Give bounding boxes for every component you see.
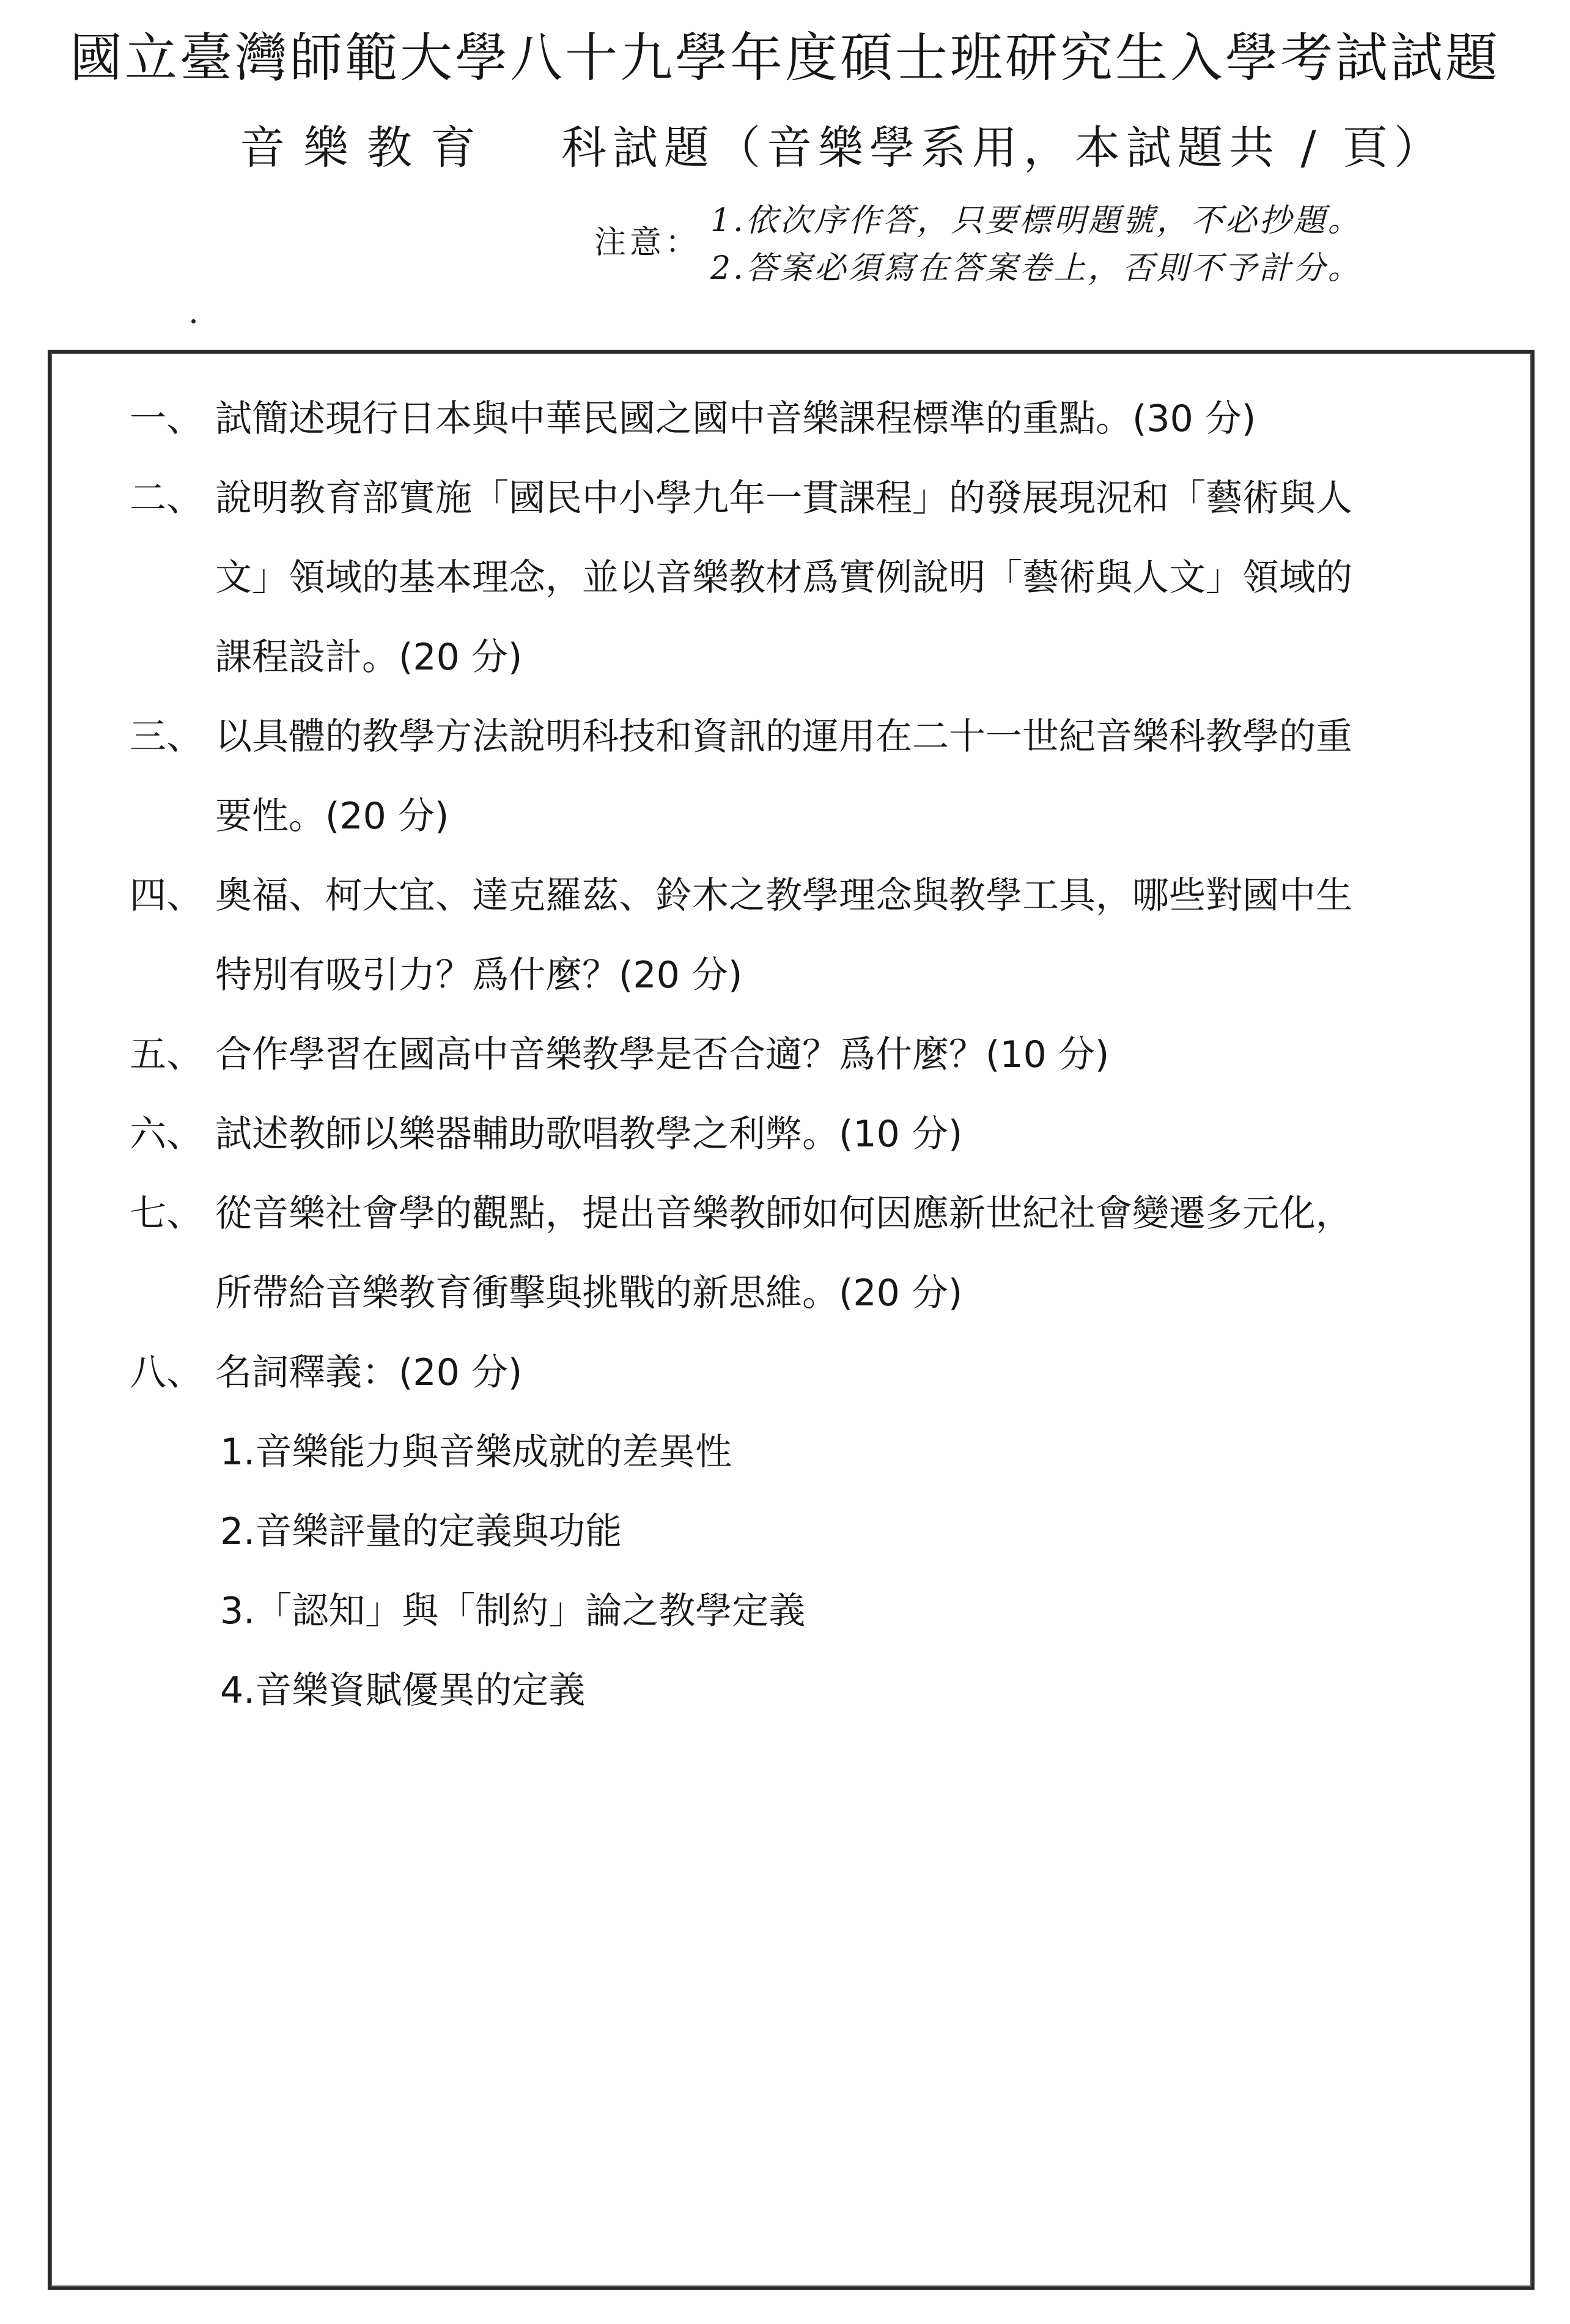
question-line: 從音樂社會學的觀點，提出音樂教師如何因應新世紀社會變遷多元化， (215, 1192, 1352, 1235)
question-number: 二、 (130, 477, 203, 520)
question-6 (130, 1094, 1505, 1174)
question-number: 三、 (130, 715, 203, 758)
term-item: 3.「認知」與「制約」論之教學定義 (220, 1590, 806, 1632)
term-item: 4.音樂資賦優異的定義 (220, 1669, 586, 1712)
question-4 (130, 856, 1505, 1015)
question-number: 一、 (130, 397, 203, 440)
question-text (215, 1333, 1505, 1412)
question-line: 文」領域的基本理念，並以音樂教材爲實例說明「藝術與人文」領域的 (215, 556, 1352, 599)
term-list (220, 1412, 1505, 1730)
exam-subtitle (240, 117, 1445, 179)
question-text (215, 459, 1505, 697)
question-7 (130, 1174, 1505, 1333)
question-line: 試簡述現行日本與中華民國之國中音樂課程標準的重點。(30 分) (215, 397, 1256, 440)
question-line: 特別有吸引力？爲什麼？(20 分) (215, 954, 743, 997)
question-text (215, 1094, 1505, 1174)
question-text (215, 697, 1505, 856)
question-number: 七、 (130, 1192, 203, 1235)
notice-items (710, 197, 1362, 292)
question-line: 要性。(20 分) (215, 795, 449, 838)
question-1 (130, 379, 1505, 459)
question-2 (130, 459, 1505, 697)
question-number: 四、 (130, 874, 203, 917)
notice-label: 注意： (594, 224, 701, 261)
question-line: 奧福、柯大宜、達克羅茲、鈴木之教學理念與教學工具，哪些對國中生 (215, 874, 1352, 917)
exam-title: 國立臺灣師範大學八十九學年度碩士班研究生入學考試試題 (70, 28, 1500, 89)
notice-item: 2.答案必須寫在答案卷上，否則不予計分。 (710, 250, 1362, 287)
notice-item: 1.依次序作答，只要標明題號，不必抄題。 (710, 202, 1362, 239)
question-line: 合作學習在國高中音樂教學是否合適？爲什麼？(10 分) (215, 1033, 1110, 1076)
question-text (215, 379, 1505, 459)
question-list (130, 379, 1505, 1730)
subject-name: 音樂教育 (240, 122, 494, 174)
question-line: 所帶給音樂教育衝擊與挑戰的新思維。(20 分) (215, 1272, 963, 1315)
stray-dot (191, 319, 196, 323)
question-text (215, 856, 1505, 1015)
question-line: 名詞釋義：(20 分) (215, 1351, 523, 1394)
question-8 (130, 1333, 1505, 1412)
question-line: 以具體的教學方法說明科技和資訊的運用在二十一世紀音樂科教學的重 (215, 715, 1352, 758)
question-line: 試述教師以樂器輔助歌唱教學之利弊。(10 分) (215, 1113, 963, 1156)
term-item: 2.音樂評量的定義與功能 (220, 1510, 622, 1553)
term-item: 1.音樂能力與音樂成就的差異性 (220, 1431, 732, 1474)
subtitle-suffix: 科試題（音樂學系用，本試題共 / 頁） (561, 122, 1445, 174)
question-number: 六、 (130, 1113, 203, 1156)
question-5 (130, 1015, 1505, 1094)
question-number: 八、 (130, 1351, 203, 1394)
question-text (215, 1174, 1505, 1333)
question-number: 五、 (130, 1033, 203, 1076)
question-3 (130, 697, 1505, 856)
question-line: 說明教育部實施「國民中小學九年一貫課程」的發展現況和「藝術與人 (215, 477, 1352, 520)
question-line: 課程設計。(20 分) (215, 636, 523, 679)
question-text (215, 1015, 1505, 1094)
